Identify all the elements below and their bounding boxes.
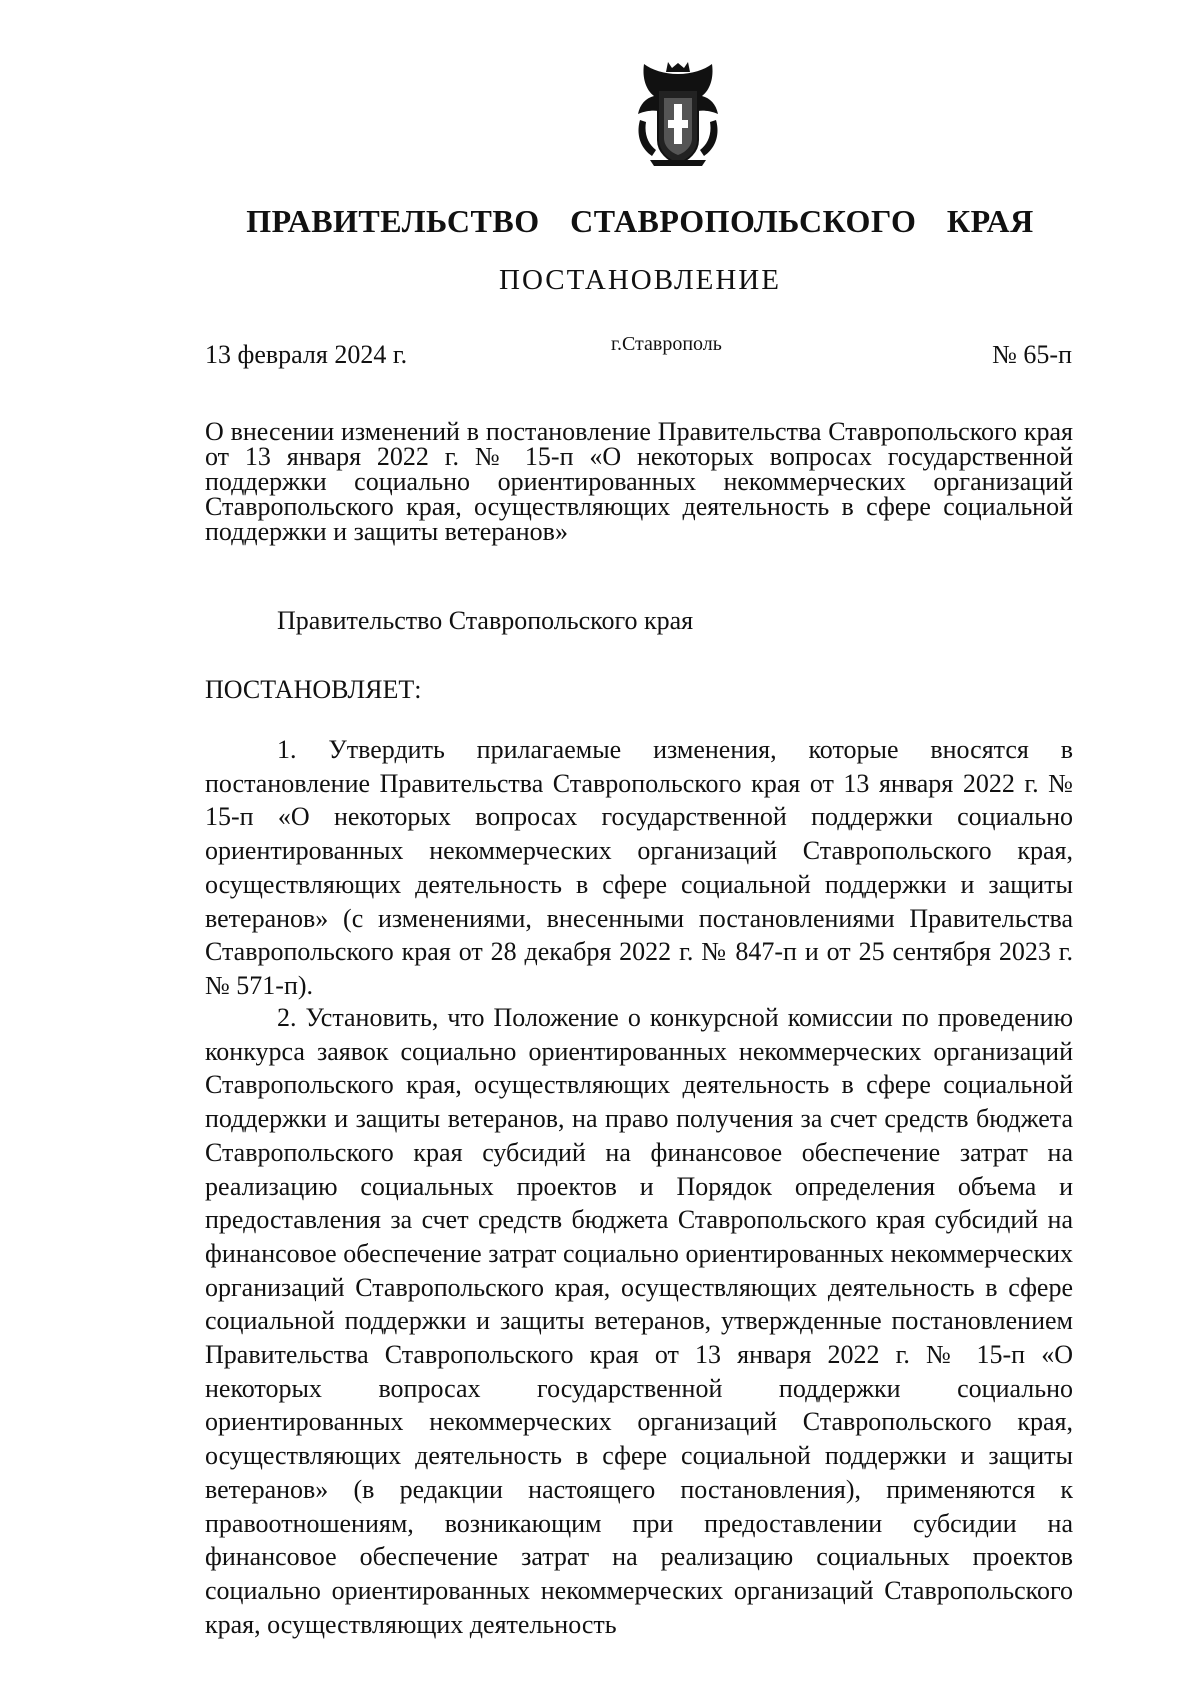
document-city: г.Ставрополь <box>611 333 722 355</box>
resolves-heading: ПОСТАНОВЛЯЕТ: <box>205 675 422 704</box>
document-subject: О внесении изменений в постановление Правительства Ставропольского края от 13 января 2022 г. № 15-п «О некоторых вопросах государственной поддержки социально ориентированных некоммерческих организаций Ставропольского края, осуществляющих деятельность в сфере социальной поддержки и защиты ветеранов» <box>205 417 1073 546</box>
paragraph-1: 1. Утвердить прилагаемые изменения, которые вносятся в постановление Правительства Ставропольского края от 13 января 2022 г. № 15-п «О некоторых вопросах государственной поддержки социально ориентированных некоммерческих организаций Ставропольского края, осуществляющих деятельность в сфере социальной поддержки и защиты ветеранов» (с изменениями, внесенными постановлениями Правительства Ставропольского края от 28 декабря 2022 г. № 847-п и от 25 сентября 2023 г. № 571-п). <box>205 735 1073 1000</box>
document-number: № 65-п <box>992 340 1072 369</box>
document-date: 13 февраля 2024 г. <box>205 340 408 369</box>
paragraph-2: 2. Установить, что Положение о конкурсной комиссии по проведению конкурса заявок социально ориентированных некоммерческих организаций Ставропольского края, осуществляющих деятельность в сфере социальной поддержки и защиты ветеранов, на право получения за счет средств бюджета Ставропольского края субсидий на финансовое обеспечение затрат на реализацию социальных проектов и Порядок определения объема и предоставления за счет средств бюджета Ставропольского края субсидий на финансовое обеспечение затрат социально ориентированных некоммерческих организаций Ставропольского края, осуществляющих деятельность в сфере социальной поддержки и защиты ветеранов, утвержденные постановлением Правительства Ставропольского края от 13 января 2022 г. № 15-п «О некоторых вопросах государственной поддержки социально ориентированных некоммерческих организаций Ставропольского края, осуществляющих деятельность в сфере социальной поддержки и защиты ветеранов» (в редакции настоящего постановления), применяются к правоотношениям, возникающим при предоставлении субсидии на финансовое обеспечение затрат на реализацию социальных проектов социально ориентированных некоммерческих организаций Ставропольского края, осуществляющих деятельность <box>205 1003 1073 1639</box>
government-title: ПРАВИТЕЛЬСТВО СТАВРОПОЛЬСКОГО КРАЯ <box>246 203 1034 239</box>
document-type: ПОСТАНОВЛЕНИЕ <box>499 264 781 296</box>
coat-of-arms-icon <box>630 60 726 168</box>
government-line: Правительство Ставропольского края <box>277 606 694 635</box>
